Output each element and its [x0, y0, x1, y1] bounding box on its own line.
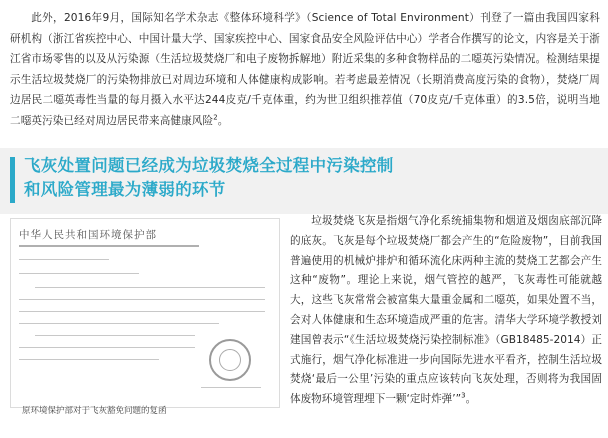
footnote-ref[interactable]: 2: [213, 113, 218, 122]
intro-paragraph: 此外，2016年9月，国际知名学术杂志《整体环境科学》（Science of Total Environment）刊登了一篇由我国四家科研机构（浙江省疾控中心、中国计量大学、国家疾控中心、国家食品安全风险评估中心）学者合作撰写的论文，内容是关于浙江省市场零售的以及从污染源（生活垃圾焚烧厂和电子废物拆解地）附近采集的多种食物样品的二噁英污染情况。检测结果提示生活垃圾焚烧厂的污染物排放已对周边环境和人体健康构成影响。若考虑最差情况（长期消费高度污染的食物），焚烧厂周边居民二噁英毒性当量的每月摄入水平达244皮克/千克体重，约为世卫组织推荐值（70皮克/千克体重）的3.5倍，说明当地二噁英污染已经对周边居民带来高健康风险$^2$。: [10, 12, 600, 127]
document-text-line: [19, 299, 265, 300]
document-text-line: [19, 259, 109, 260]
scanned-letter-image: [10, 218, 280, 408]
document-letterhead: 中华人民共和国环境保护部: [19, 229, 157, 241]
document-rule: [19, 245, 199, 247]
document-text-line: [19, 359, 159, 360]
section-heading-line-2: 和风险管理最为薄弱的环节: [24, 180, 226, 199]
document-text-line: [35, 287, 265, 288]
document-text-line: [19, 311, 265, 312]
document-text-line: [19, 273, 139, 274]
footnote-ref[interactable]: 3: [461, 391, 466, 400]
document-text-line: [35, 335, 195, 336]
document-text-line: [201, 387, 261, 388]
document-text-line: [19, 347, 195, 348]
document-text-line: [19, 323, 219, 324]
intro-paragraph-text: 此外，2016年9月，国际知名学术杂志《整体环境科学》（Science of Total Environment）刊登了一篇由我国四家科研机构（浙江省疾控中心、中国计量大学、国家疾控中心、国家食品安全风险评估中心）学者合作撰写的论文，内容是关于浙江省市场零售的以及从污染源（生活垃圾焚烧厂和电子废物拆解地）附近采集的多种食物样品的二噁英污染情况。检测结果提示生活垃圾焚烧厂的污染物排放已对周边环境和人体健康构成影响。若考虑最差情况（长期消费高度污染的食物），焚烧厂周边居民二噁英毒性当量的每月摄入水平达244皮克/千克体重，约为世卫组织推荐值（70皮克/千克体重）的3.5倍，说明当地二噁英污染已经对周边居民带来高健康风险: [10, 12, 600, 127]
official-seal-icon: [209, 339, 251, 381]
body-paragraph: 垃圾焚烧飞灰是指烟气净化系统捕集物和烟道及烟囱底部沉降的底灰。飞灰是每个垃圾焚烧厂都会产生的“危险废物”，目前我国普遍使用的机械炉排炉和循环流化床两种主流的焚烧工艺都会产生这种“废物”。理论上来说，烟气管控的越严，飞灰毒性可能就越大，这些飞灰常常会被富集大量重金属和二噁英，如果处置不当，会对人体健康和生态环境造成严重的危害。清华大学环境学教授刘建国曾表示“《生活垃圾焚烧污染控制标准》（GB18485-2014）正式施行，烟气净化标准进一步向国际先进水平看齐，控制生活垃圾焚烧‘最后一公里’污染的重点应该转向飞灰处理，否则将为我国固体废物环境管理埋下一颗‘定时炸弹’”$^3$。: [290, 215, 602, 406]
figure-caption: 原环境保护部对于飞灰豁免问题的复函: [22, 406, 167, 416]
section-heading: [24, 154, 394, 202]
body-paragraph-text: 垃圾焚烧飞灰是指烟气净化系统捕集物和烟道及烟囱底部沉降的底灰。飞灰是每个垃圾焚烧厂都会产生的“危险废物”，目前我国普遍使用的机械炉排炉和循环流化床两种主流的焚烧工艺都会产生这种“废物”。理论上来说，烟气管控的越严，飞灰毒性可能就越大，这些飞灰常常会被富集大量重金属和二噁英，如果处置不当，会对人体健康和生态环境造成严重的危害。清华大学环境学教授刘建国曾表示“《生活垃圾焚烧污染控制标准》（GB18485-2014）正式施行，烟气净化标准进一步向国际先进水平看齐，控制生活垃圾焚烧‘最后一公里’污染的重点应该转向飞灰处理，否则将为我国固体废物环境管理埋下一颗‘定时炸弹’”: [290, 215, 602, 406]
section-heading-line-1: 飞灰处置问题已经成为垃圾焚烧全过程中污染控制: [24, 156, 394, 175]
section-accent-bar: [10, 157, 15, 203]
